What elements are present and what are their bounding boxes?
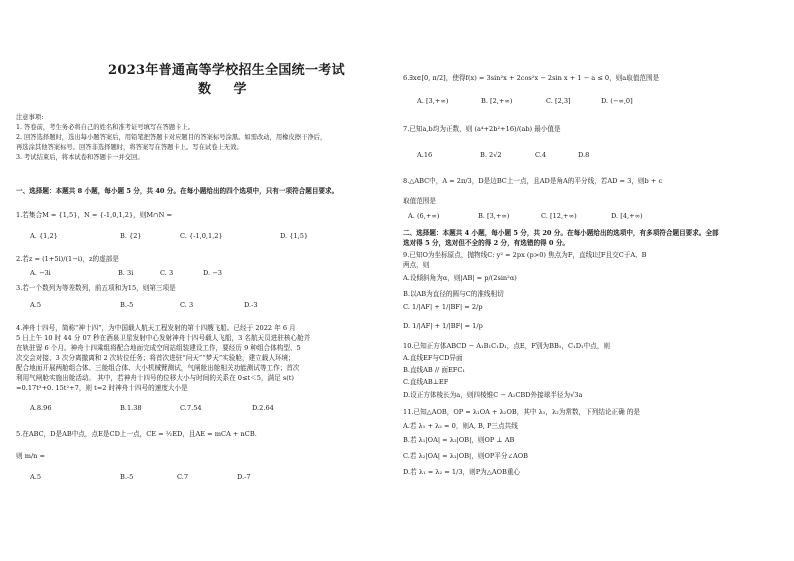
q2-option-b: B. 3i (118, 269, 134, 277)
q9-option-a: A.设倾斜角为α，则|AB| = p/(2sin²α) (403, 274, 517, 282)
q1-option-d: D. {1,5} (280, 232, 309, 240)
q9-line: 9.已知O为坐标原点，抛物线C: y² = 2px (p>0) 焦点为F，直线l过F且交C于A、B (403, 251, 647, 259)
q2-stem: 2.若z = (1+5i)/(1−i)，z的虚部是 (16, 255, 119, 263)
q6-stem: 6.∃x∈[0, π/2]，使得f(x) = 3sin²x + 2cos²x − 2sin x + 1 − a ≤ 0，则a取值范围是 (403, 74, 660, 82)
exam-subject: 数 学 (198, 82, 256, 97)
q3-option-d: D.-3 (244, 301, 258, 309)
section2-heading-2: 选对得 5 分，选对但不全的得 2 分，有选错的得 0 分。 (403, 239, 570, 247)
notes-line: 2. 回答选择题时，选出每小题答案后，用铅笔把答题卡对应题目的答案标号涂黑。如需改动，用橡皮擦干净后， (16, 134, 327, 141)
q9-option-b: B.以AB为直径的圆与C的准线相切 (403, 290, 504, 298)
q1-option-b: B. {2} (120, 232, 142, 240)
q9-option-c: C. 1/|AF| + 1/|BF| = 2/p (403, 303, 483, 311)
q3-option-c: C. 3 (180, 301, 194, 309)
q11-option-c: C.若 λ₂|OA| = λ₁|OB|，则OP平分∠AOB (403, 452, 529, 460)
q6-option-a: A. [3,+∞) (417, 97, 449, 105)
q3-option-b: B.-5 (120, 301, 134, 309)
q10-option-a: A.直线EF与CD异面 (403, 354, 463, 362)
q4-line: 次交会对接、3 次分离撤离和 2 次转位任务；将首次进驻“问天”“梦天”实验舱，建立载人环境； (16, 354, 295, 362)
q6-option-b: B. [2,+∞) (481, 97, 513, 105)
q5-stem-2: 则 m/n = (16, 452, 46, 460)
q10-option-b: B.直线AB // 面EFC₁ (403, 366, 466, 374)
q8-option-a: A. (6,+∞) (408, 212, 440, 220)
q10-option-c: C.直线AB⊥EF (403, 378, 449, 386)
q5-option-a: A.5 (30, 473, 42, 481)
q4-option-a: A.8.96 (30, 404, 52, 412)
q4-line: 利用气闸舱实施出舱活动。 其中，若神舟十四号的位移大小与时间的关系在 0≤t＜5，满足 s(t) (16, 374, 294, 382)
q8-option-d: D. [4,+∞) (611, 212, 643, 220)
q11-option-a: A.若 λ₁ + λ₂ = 0，则A, B, P三点共线 (403, 422, 518, 430)
q10-option-d: D.设正方体棱长为a，则四棱锥C − A₁CBD外接球半径为√3a (403, 391, 583, 399)
q11-option-b: B.若 λ₁|OA| = λ₂|OB|，则OP ⊥ AB (403, 436, 515, 444)
q4-line: 5 日上午 10 时 44 分 07 秒在酒泉卫星发射中心发射神舟十四号载人飞船，3 名航天员进驻核心舱并 (16, 334, 311, 342)
q11-line: 11.已知△AOB，OP = λ₁OA + λ₂OB，其中 λ₁，λ₂为常数，下列结论正确 的是 (403, 408, 641, 416)
q7-option-d: D.8 (578, 151, 590, 159)
q4-line: 配合地面开展两舱组合体、三舱组合体、大小机械臂测试，气闸舱出舱相关功能测试等工作；首次 (16, 364, 300, 372)
notes-line: 再选涂其他答案标号。回答非选择题时，将答案写在答题卡上。写在试卷上无效。 (16, 144, 243, 151)
q7-option-b: B. 2√2 (480, 151, 502, 159)
q7-option-a: A.16 (417, 151, 433, 159)
notes-heading: 注意事项: (16, 114, 44, 121)
q4-option-b: B.1.38 (120, 404, 142, 412)
q11-option-d: D.若 λ₁ = λ₂ = 1/3，则P为△AOB重心 (403, 468, 521, 476)
q1-stem: 1.若集合M = {1,5}，N = {-1,0,1,2}，则M∩N = (16, 211, 173, 219)
section2-heading: 二、选择题：本题共 4 小题，每小题 5 分，共 20 分。在每小题给出的选项中，有多项符合题目要求。全部 (403, 229, 719, 237)
section1-heading: 一、选择题：本题共 8 小题，每小题 5 分，共 40 分。在每小题给出的四个选项中，只有一项符合题目要求。 (16, 187, 339, 195)
q10-line: 10.已知正方体ABCD − A₁B₁C₁D₁，点E，F别为BB₁，C₁D₁中点，则 (403, 342, 611, 350)
q6-option-c: C. [2,3] (546, 97, 571, 105)
q2-option-d: D. −3 (203, 269, 222, 277)
q5-option-d: D.-7 (237, 473, 251, 481)
q7-option-c: C.4 (535, 151, 547, 159)
q7-stem: 7.已知a,b均为正数，则 (a⁴+2b²+16)/(ab) 最小值是 (403, 125, 561, 133)
notes-line: 3. 考试结束后，将本试卷和答题卡一并交回。 (16, 154, 144, 161)
exam-title: 2023年普通高等学校招生全国统一考试 (108, 63, 345, 78)
q1-option-c: C. {-1,0,1,2} (180, 232, 223, 240)
q4-option-c: C.7.54 (180, 404, 202, 412)
q3-option-a: A.5 (30, 301, 42, 309)
q5-stem: 5.在ABC，D是AB中点，点E是CD上一点，CE = ½ED，且AE = mCA + nCB. (16, 430, 257, 438)
q5-option-c: C.7 (177, 473, 189, 481)
q4-option-d: D.2.64 (252, 404, 274, 412)
q9-option-d: D. 1/|AF| + 1/|BF| = 1/p (403, 322, 483, 330)
q1-option-a: A. {1,2} (30, 232, 58, 240)
q8-option-c: C. [12,+∞) (541, 212, 577, 220)
q2-option-c: C. 3 (160, 269, 174, 277)
q3-stem: 3.若一个数列为等差数列，前五项和为15，则第三项是 (16, 284, 176, 292)
q8-stem: 8.△ABC中，A = 2π/3，D是边BC上一点，且AD是角A的平分线，若AD = 3，则b + c (403, 177, 663, 185)
q2-option-a: A. −3i (30, 269, 51, 277)
q4-line: 4.神舟十四号，简称“神十四”，为中国载人航天工程发射的第十四艘飞船。已经于 2022 年 6 月 (16, 324, 296, 332)
notes-line: 1. 答卷前，考生务必将自己的姓名和准考证号填写在答题卡上。 (16, 124, 195, 131)
q9-line: 两点，则 (403, 261, 430, 269)
q4-line: 在轨驻留 6 个月。神舟十四乘组将配合地面完成空间站组装建设工作，要经历 9 种组合体构型、5 (16, 344, 301, 352)
q6-option-d: D. (−∞,0] (601, 97, 633, 105)
q8-stem-2: 取值范围是 (403, 197, 436, 205)
q5-option-b: B.-5 (120, 473, 134, 481)
q4-line: =0.17t³+0. 15t²+7，则 t=2 时神舟十四号的速度大小是 (16, 384, 188, 392)
q8-option-b: B. [3,+∞) (478, 212, 510, 220)
